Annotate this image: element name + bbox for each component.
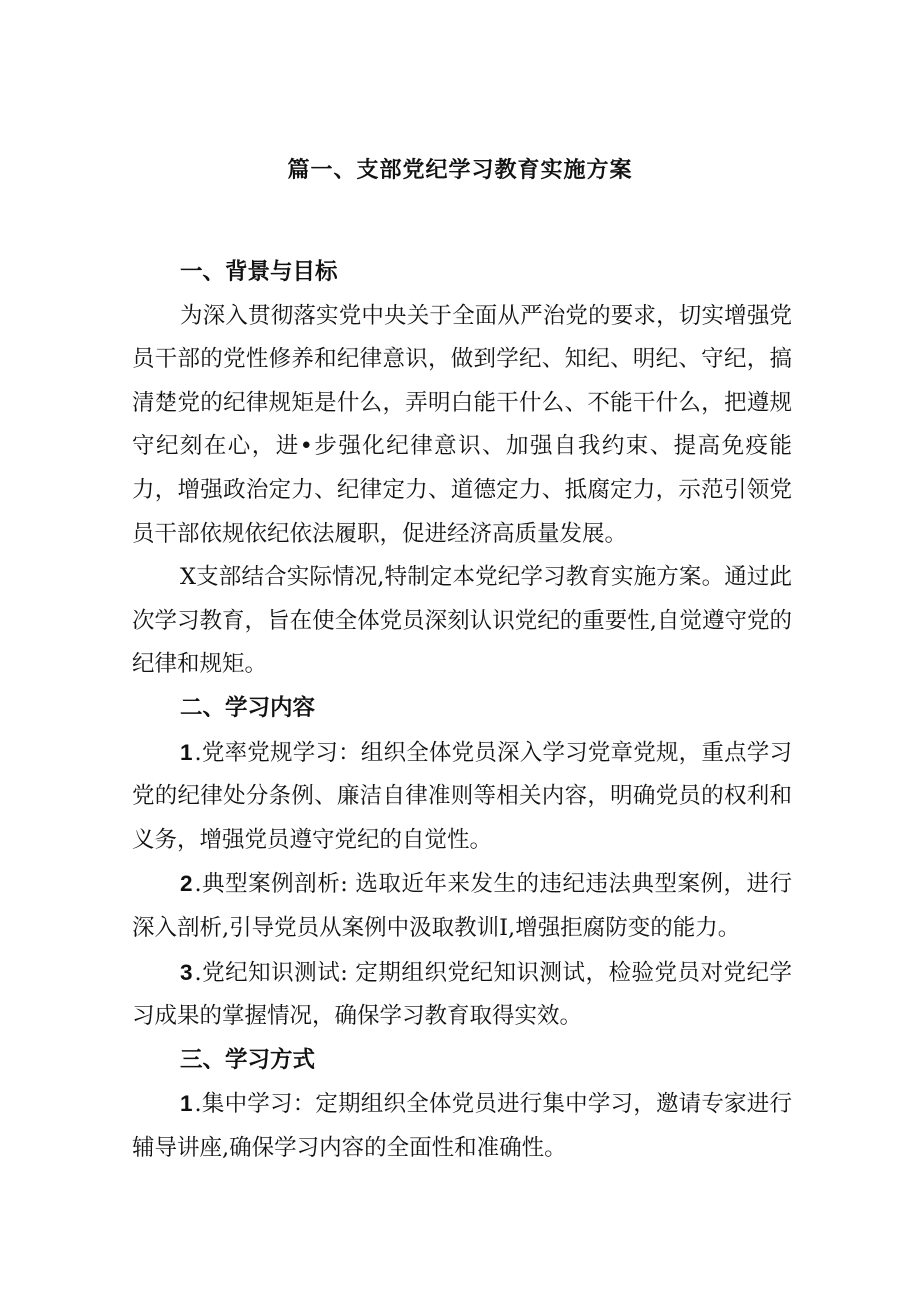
item-number: 2 bbox=[180, 871, 195, 897]
item-number: 3 bbox=[180, 959, 195, 985]
item-text: .党率党规学习：组织全体党员深入学习党章党规，重点学习党的纪律处分条例、廉洁自律准则等相关内容，明确党员的权利和义务，增强党员遵守党纪的自觉性。 bbox=[132, 739, 792, 853]
document-body bbox=[132, 251, 792, 1170]
paragraph-purpose: X支部结合实际情况,特制定本党纪学习教育实施方案。通过此次学习教育，旨在使全体党员深刻认识党纪的重要性,自觉遵守党的纪律和规矩。 bbox=[132, 564, 792, 678]
section-heading-content: 二、学习内容 bbox=[180, 694, 316, 721]
document-title: 篇一、支部党纪学习教育实施方案 bbox=[287, 157, 633, 183]
list-item-content-3 bbox=[132, 951, 792, 1039]
item-number: 1 bbox=[180, 1091, 195, 1117]
section-heading-background: 一、背景与目标 bbox=[180, 259, 338, 285]
item-text: .党纪知识测试: 定期组织党纪知识测试，检验党员对党纪学习成果的掌握情况，确保学习教育取得实效。 bbox=[132, 959, 792, 1030]
list-item-content-2 bbox=[132, 862, 792, 950]
list-item-content-1 bbox=[132, 731, 792, 863]
item-text: .集中学习：定期组织全体党员进行集中学习，邀请专家进行辅导讲座,确保学习内容的全面性和准确性。 bbox=[132, 1091, 792, 1161]
paragraph-background: 为深入贯彻落实党中央关于全面从严治党的要求，切实增强党员干部的党性修养和纪律意识，做到学纪、知纪、明纪、守纪，搞清楚党的纪律规矩是什么，弄明白能干什么、不能干什么，把遵规守纪刻在心，进•步强化纪律意识、加强自我约束、提高免疫能力，增强政治定力、纪律定力、道德定力、抵腐定力，示范引领党员干部依规依纪依法履职，促进经济高质量发展。 bbox=[132, 302, 792, 547]
item-text: .典型案例剖析: 选取近年来发生的违纪违法典型案例，进行深入剖析,引导党员从案例中汲取教训I,增强拒腐防变的能力。 bbox=[132, 871, 792, 941]
list-item-method-1 bbox=[132, 1082, 792, 1170]
section-heading-method: 三、学习方式 bbox=[180, 1046, 316, 1073]
item-number: 1 bbox=[180, 739, 195, 765]
